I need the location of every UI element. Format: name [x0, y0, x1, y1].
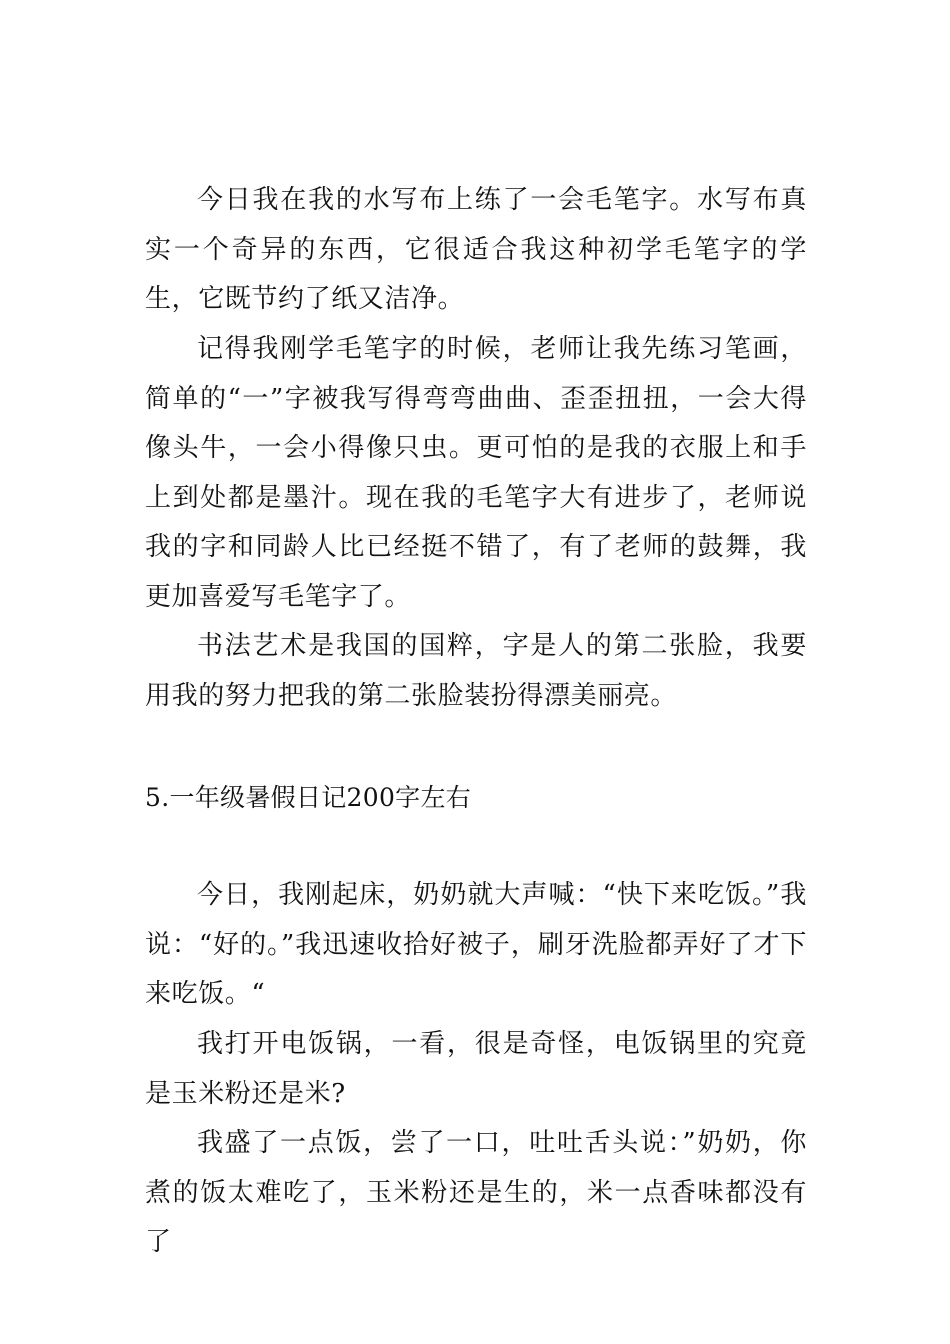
- paragraph-tasting-rice: 我盛了一点饭，尝了一口，吐吐舌头说：”奶奶，你煮的饭太难吃了，玉米粉还是生的，米一点香味都没有了: [145, 1128, 807, 1257]
- section-heading-5: 5.一年级暑假日记200字左右: [145, 783, 472, 812]
- paragraph-rice-cooker: 我打开电饭锅，一看，很是奇怪，电饭锅里的究竟是玉米粉还是米?: [145, 1029, 807, 1109]
- paragraph-calligraphy-art: 书法艺术是我国的国粹，字是人的第二张脸，我要用我的努力把我的第二张脸装扮得漂美丽亮。: [145, 631, 807, 711]
- paragraph-learning-strokes: 记得我刚学毛笔字的时候，老师让我先练习笔画，简单的“一”字被我写得弯弯曲曲、歪歪扭扭，一会大得像头牛，一会小得像只虫。更可怕的是我的衣服上和手上到处都是墨汁。现在我的毛笔字大有进步了，老师说我的字和同龄人比已经挺不错了，有了老师的鼓舞，我更加喜爱写毛笔字了。: [145, 334, 807, 612]
- paragraph-morning: 今日，我刚起床，奶奶就大声喊：“快下来吃饭。”我说：“好的。”我迅速收拾好被子，刷牙洗脸都弄好了才下来吃饭。“: [145, 880, 807, 1009]
- paragraph-practice-calligraphy: 今日我在我的水写布上练了一会毛笔字。水写布真实一个奇异的东西，它很适合我这种初学毛笔字的学生，它既节约了纸又洁净。: [145, 185, 807, 314]
